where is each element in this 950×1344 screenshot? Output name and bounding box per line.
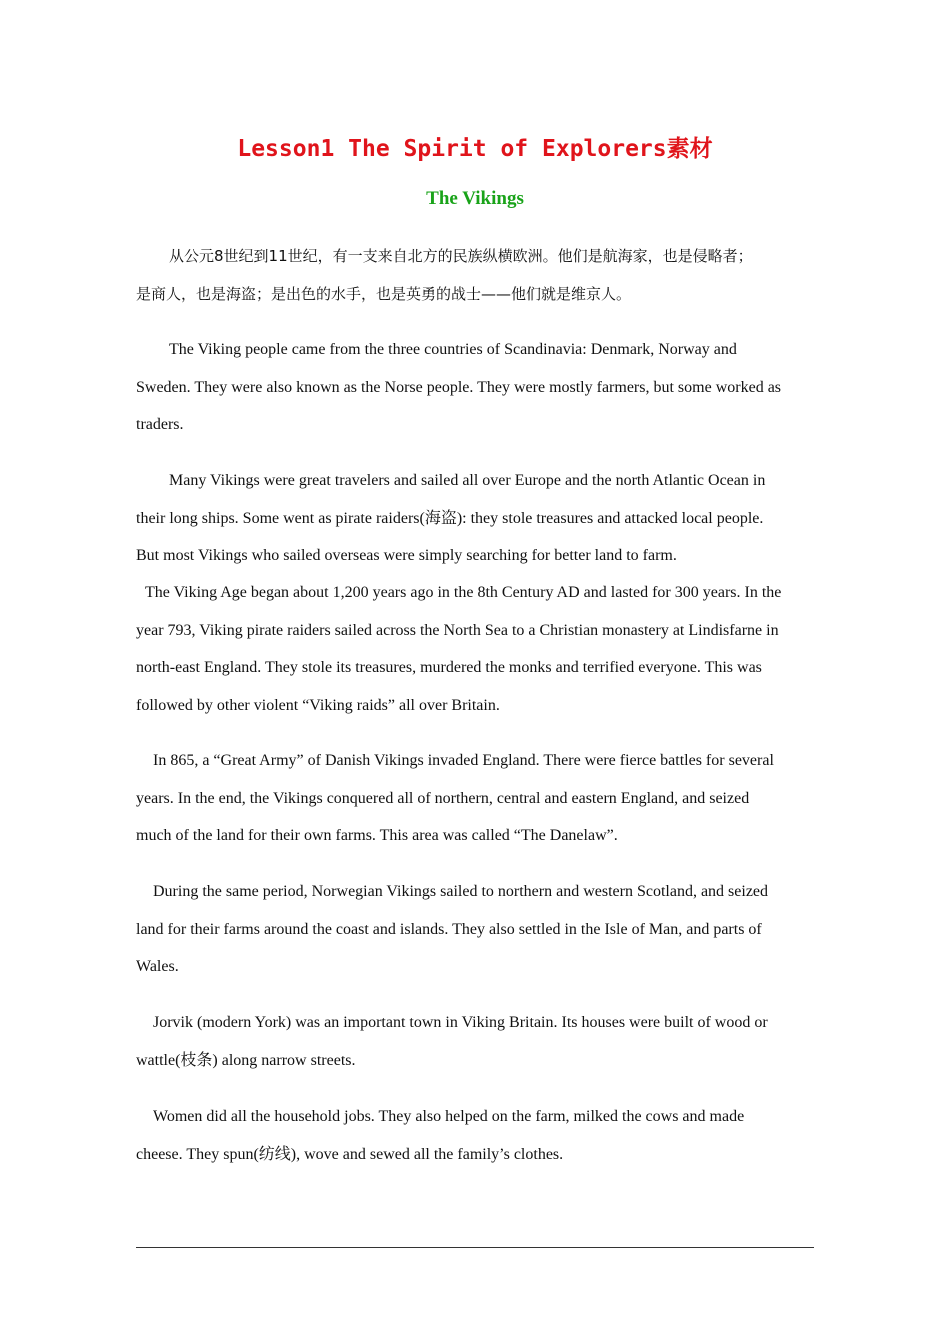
paragraph-norwegian-vikings [136,873,818,986]
paragraph-line: In 865, a “Great Army” of Danish Vikings invaded England. There were fierce battles for several [153,752,774,769]
paragraph-line: Women did all the household jobs. They also helped on the farm, milked the cows and made [153,1108,745,1125]
document-title: Lesson1 The Spirit of Explorers素材 [237,136,713,162]
paragraph-line: their long ships. Some went as pirate raiders(海盗): they stole treasures and attacked local people. [136,509,764,527]
paragraph-line: Jorvik (modern York) was an important town in Viking Britain. Its houses were built of wood or [153,1014,768,1031]
paragraph-line: Wales. [136,958,179,975]
paragraph-viking-origins [136,331,818,444]
paragraph-line: The Viking people came from the three countries of Scandinavia: Denmark, Norway and [169,341,737,358]
paragraph-line: much of the land for their own farms. This area was called “The Danelaw”. [136,827,618,844]
paragraph-line: followed by other violent “Viking raids” all over Britain. [136,696,500,714]
paragraph-line: years. In the end, the Vikings conquered all of northern, central and eastern England, and seized [136,789,750,807]
paragraph-line: 从公元8世纪到11世纪，有一支来自北方的民族纵横欧洲。他们是航海家，也是侵略者； [169,247,753,265]
paragraph-line: Sweden. They were also known as the Norse people. They were mostly farmers, but some worked as [136,378,782,396]
paragraph-line: traders. [136,416,184,433]
footer-divider [136,1247,814,1248]
paragraph-line: During the same period, Norwegian Vikings sailed to northern and western Scotland, and seized [153,883,769,900]
paragraph-travelers [136,462,818,575]
paragraph-line: 是商人，也是海盗；是出色的水手，也是英勇的战士——他们就是维京人。 [136,284,632,303]
paragraph-line: cheese. They spun(纺线), wove and sewed all the family’s clothes. [136,1145,564,1163]
paragraph-intro-chinese [136,238,818,313]
paragraph-jorvik [136,1004,818,1079]
paragraph-viking-age [136,574,818,724]
paragraph-line: north-east England. They stole its treasures, murdered the monks and terrified everyone. This was [136,659,762,676]
paragraph-line: The Viking Age began about 1,200 years ago in the 8th Century AD and lasted for 300 years. In the [145,584,782,601]
paragraph-great-army [136,742,818,855]
paragraph-line: Many Vikings were great travelers and sailed all over Europe and the north Atlantic Ocean in [169,472,766,489]
document-subtitle: The Vikings [426,188,524,209]
paragraph-women [136,1098,818,1173]
paragraph-line: land for their farms around the coast and islands. They also settled in the Isle of Man, and parts of [136,920,762,938]
paragraph-line: year 793, Viking pirate raiders sailed across the North Sea to a Christian monastery at Lindisfarne in [136,621,779,639]
paragraph-line: wattle(枝条) along narrow streets. [136,1051,356,1069]
paragraph-line: But most Vikings who sailed overseas were simply searching for better land to farm. [136,547,677,564]
